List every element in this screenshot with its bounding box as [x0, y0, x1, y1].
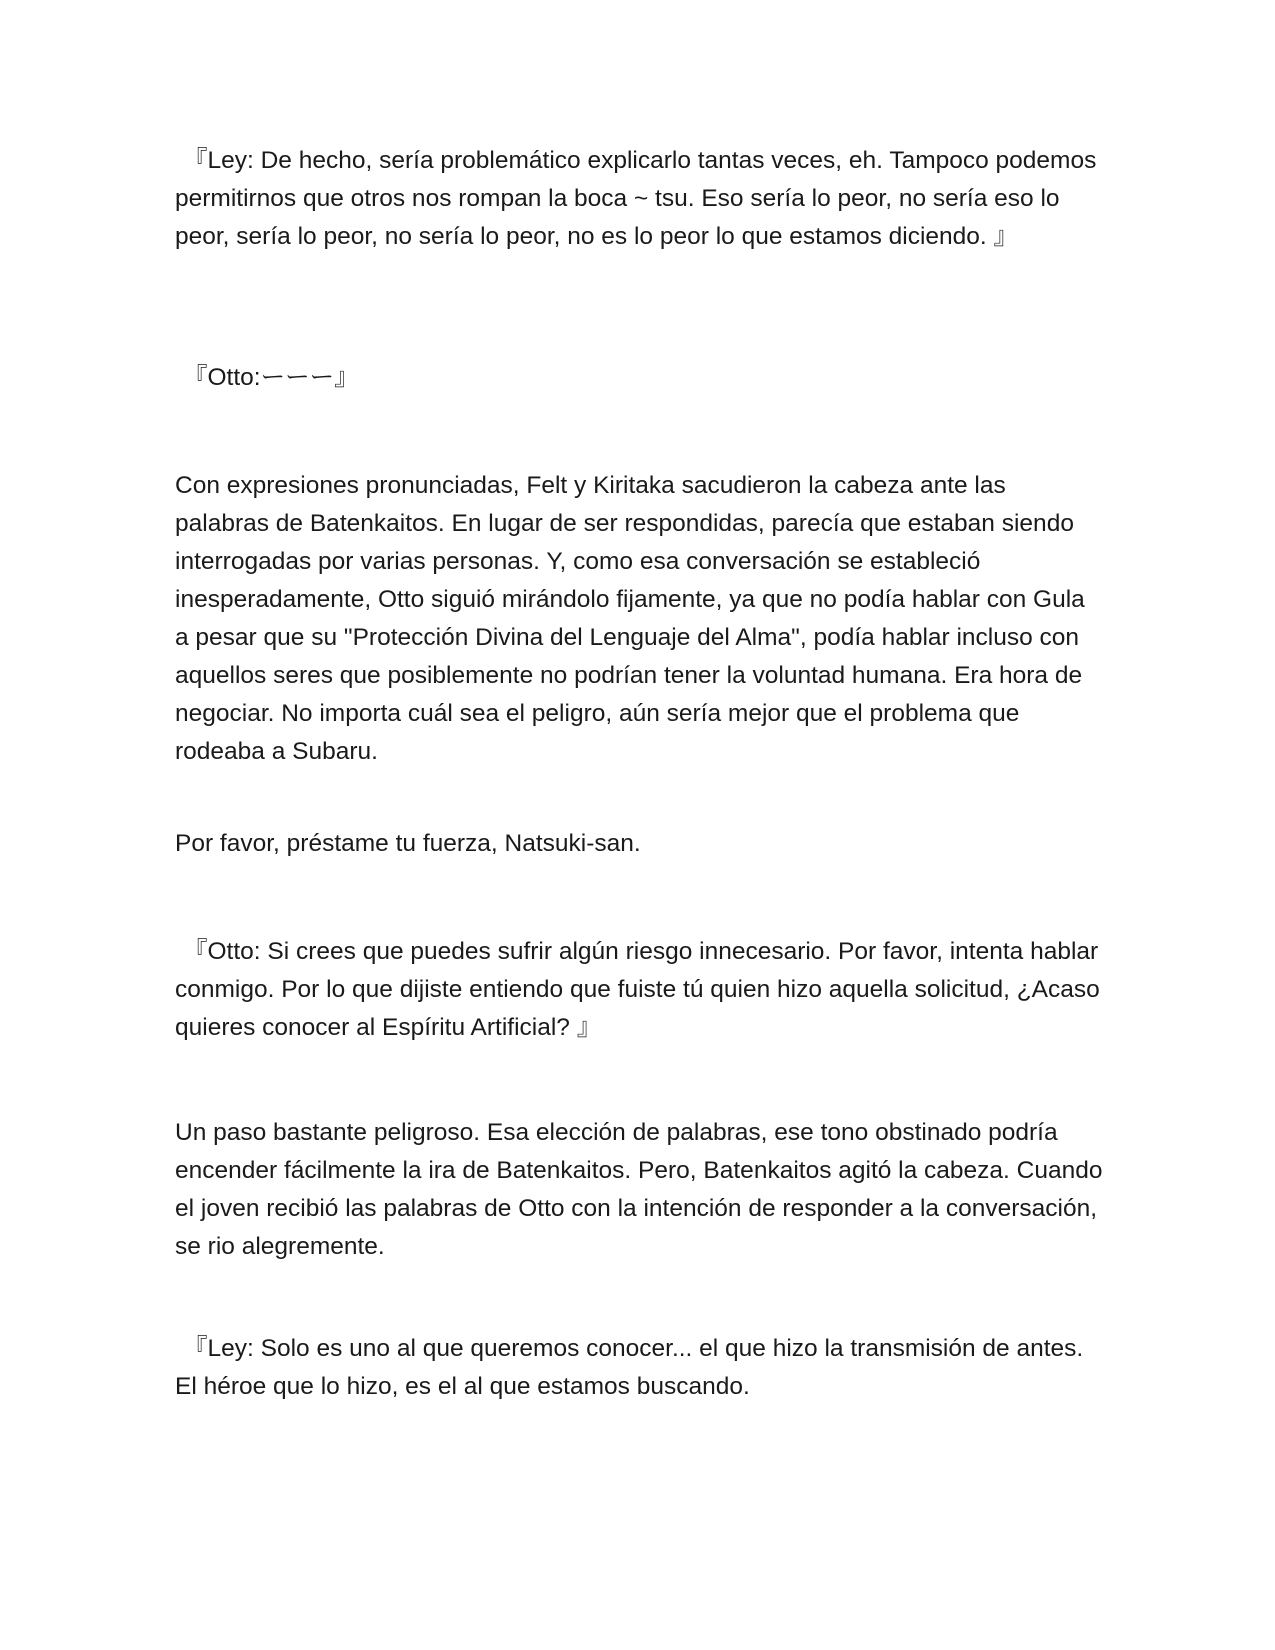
paragraph-otto-dialogue: 『Otto: Si crees que puedes sufrir algún riesgo innecesario. Por favor, intenta hablar conmigo. Por lo que dijiste entiendo que fuiste tú quien hizo aquella solicitud, ¿Acaso quieres conocer al Espíritu Artificial? 』 — [175, 938, 1100, 1041]
paragraph-narration-3: Un paso bastante peligroso. Esa elección de palabras, ese tono obstinado podría encender fácilmente la ira de Batenkaitos. Pero, Batenkaitos agitó la cabeza. Cuando el joven recibió las palabras de Otto con la intención de responder a la conversación, se rio alegremente. — [175, 1119, 1103, 1260]
paragraph-ley-dialogue-2: 『Ley: Solo es uno al que queremos conocer... el que hizo la transmisión de antes. El héroe que lo hizo, es el al que estamos buscando. — [175, 1335, 1084, 1400]
paragraph-narration-2: Por favor, préstame tu fuerza, Natsuki-san. — [175, 830, 641, 857]
paragraph-ley-dialogue-1: 『Ley: De hecho, sería problemático explicarlo tantas veces, eh. Tampoco podemos permitirnos que otros nos rompan la boca ~ tsu. Eso sería lo peor, no sería eso lo peor, sería lo peor, no sería lo peor, no es lo peor lo que estamos diciendo. 』 — [175, 147, 1097, 250]
paragraph-narration-1: Con expresiones pronunciadas, Felt y Kiritaka sacudieron la cabeza ante las palabras de Batenkaitos. En lugar de ser respondidas, parecía que estaban siendo interrogadas por varias personas. Y, como esa conversación se estableció inesperadamente, Otto siguió mirándolo fijamente, ya que no podía hablar con Gula a pesar que su "Protección Divina del Lenguaje del Alma", podía hablar incluso con aquellos seres que posiblemente no podrían tener la voluntad humana. Era hora de negociar. No importa cuál sea el peligro, aún sería mejor que el problema que rodeaba a Subaru. — [175, 472, 1085, 765]
paragraph-otto-silence: 『Otto:ーーー』 — [183, 364, 359, 391]
